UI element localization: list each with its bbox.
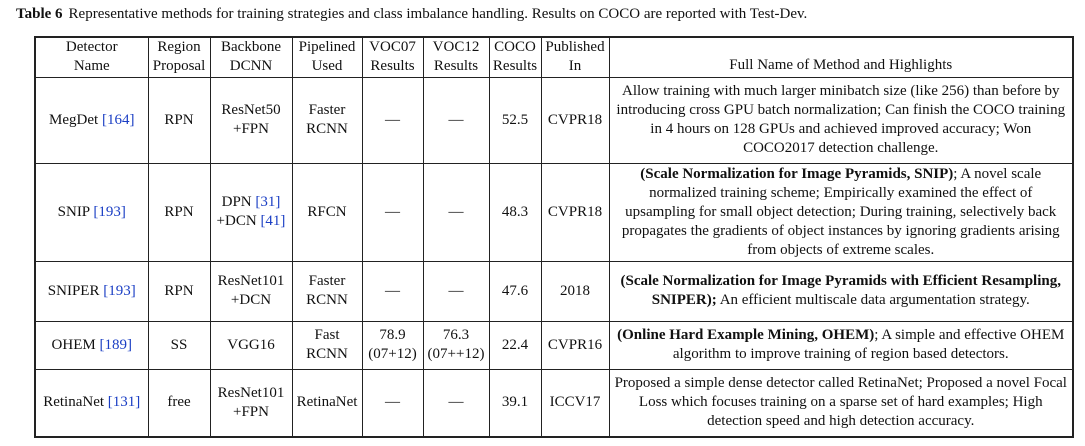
header-pipelined: Pipelined Used <box>292 37 362 77</box>
voc12-cell: 76.3 (07++12) <box>423 321 489 369</box>
coco-cell: 47.6 <box>489 261 541 321</box>
voc07-cell: — <box>362 163 423 261</box>
voc12-cell: — <box>423 163 489 261</box>
header-published: Published In <box>541 37 609 77</box>
backbone-cell: DPN [31] +DCN [41] <box>210 163 292 261</box>
caption-label: Table 6 <box>16 6 63 22</box>
header-row <box>35 37 1073 77</box>
method-highlights: ; A novel scale normalized training scheme; Empirically examined the effect of upsampling for small object detection; During training, selectively back propagates the gradients of object instances by ignoring gradients arising from objects of extreme scales. <box>621 165 1060 258</box>
header-coco: COCO Results <box>489 37 541 77</box>
voc12-cell: — <box>423 369 489 437</box>
voc07-cell: — <box>362 261 423 321</box>
voc12-cell: — <box>423 77 489 163</box>
pipeline-cell: RFCN <box>292 163 362 261</box>
published-cell: CVPR16 <box>541 321 609 369</box>
header-region: Region Proposal <box>148 37 210 77</box>
method-fullname: (Scale Normalization for Image Pyramids, SNIP) <box>640 165 954 182</box>
pipeline-cell: Faster RCNN <box>292 261 362 321</box>
caption-text: Representative methods for training strategies and class imbalance handling. Results on COCO are reported with Test-Dev. <box>68 6 808 22</box>
method-highlights: ; A simple and effective OHEM algorithm to improve training of region based detectors. <box>672 327 1065 362</box>
voc07-cell: 78.9 (07+12) <box>362 321 423 369</box>
coco-cell: 52.5 <box>489 77 541 163</box>
pipeline-cell: Faster RCNN <box>292 77 362 163</box>
published-cell: ICCV17 <box>541 369 609 437</box>
citation-link[interactable]: [193] <box>103 282 136 299</box>
coco-cell: 39.1 <box>489 369 541 437</box>
description-cell <box>609 369 1073 437</box>
citation-link[interactable]: [189] <box>99 336 132 353</box>
method-highlights: An efficient multiscale data argumentation strategy. <box>716 292 1030 308</box>
published-cell: CVPR18 <box>541 163 609 261</box>
region-proposal-cell: free <box>148 369 210 437</box>
detector-name-cell: RetinaNet [131] <box>35 369 148 437</box>
header-voc12: VOC12 Results <box>423 37 489 77</box>
voc07-cell: — <box>362 77 423 163</box>
pipeline-cell: RetinaNet <box>292 369 362 437</box>
table-row <box>35 321 1073 369</box>
region-proposal-cell: RPN <box>148 77 210 163</box>
method-highlights: Allow training with much larger minibatch size (like 256) than before by introducing cross GPU batch normalization; Can finish the COCO training in 4 hours on 128 GPUs and achieved improved accuracy; Won COCO2017 detection challenge. <box>616 83 1066 156</box>
detector-name-cell: SNIPER [193] <box>35 261 148 321</box>
published-cell: CVPR18 <box>541 77 609 163</box>
header-fullname: Full Name of Method and Highlights <box>609 37 1073 77</box>
description-cell <box>609 321 1073 369</box>
description-cell <box>609 163 1073 261</box>
citation-link[interactable]: [41] <box>260 213 286 229</box>
method-highlights: Proposed a simple dense detector called RetinaNet; Proposed a novel Focal Loss which focuses training on a sparse set of hard examples; High detection speed and high detection accuracy. <box>614 375 1067 430</box>
citation-link[interactable]: [131] <box>107 394 141 411</box>
voc12-cell: — <box>423 261 489 321</box>
coco-cell: 22.4 <box>489 321 541 369</box>
voc07-cell: — <box>362 369 423 437</box>
table-row <box>35 163 1073 261</box>
backbone-cell: ResNet101 +FPN <box>210 369 292 437</box>
citation-link[interactable]: [193] <box>93 203 126 220</box>
citation-link[interactable]: [31] <box>255 194 281 210</box>
published-cell: 2018 <box>541 261 609 321</box>
region-proposal-cell: SS <box>148 321 210 369</box>
citation-link[interactable]: [164] <box>101 111 135 128</box>
description-cell <box>609 77 1073 163</box>
backbone-cell: ResNet101 +DCN <box>210 261 292 321</box>
method-fullname: (Online Hard Example Mining, OHEM) <box>617 327 875 343</box>
backbone-cell: VGG16 <box>210 321 292 369</box>
detector-name-cell: OHEM [189] <box>35 321 148 369</box>
detector-name-cell: SNIP [193] <box>35 163 148 261</box>
methods-table <box>34 36 1074 438</box>
coco-cell: 48.3 <box>489 163 541 261</box>
header-voc07: VOC07 Results <box>362 37 423 77</box>
header-detector: Detector Name <box>35 37 148 77</box>
description-cell <box>609 261 1073 321</box>
table-caption <box>16 5 807 23</box>
backbone-cell: ResNet50 +FPN <box>210 77 292 163</box>
region-proposal-cell: RPN <box>148 163 210 261</box>
method-fullname: (Scale Normalization for Image Pyramids with Efficient Resampling, SNIPER); <box>620 273 1061 308</box>
table-row <box>35 369 1073 437</box>
table-row <box>35 261 1073 321</box>
header-backbone: Backbone DCNN <box>210 37 292 77</box>
region-proposal-cell: RPN <box>148 261 210 321</box>
pipeline-cell: Fast RCNN <box>292 321 362 369</box>
table-row <box>35 77 1073 163</box>
detector-name-cell: MegDet [164] <box>35 77 148 163</box>
